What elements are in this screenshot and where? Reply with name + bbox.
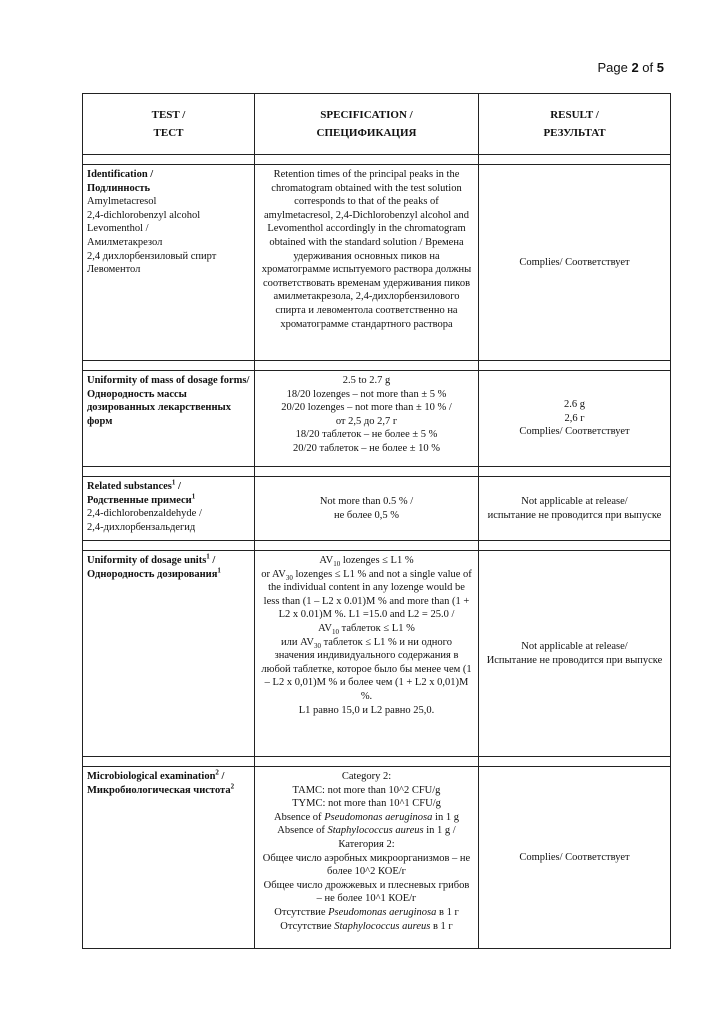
header-result: RESULT / РЕЗУЛЬТАТ bbox=[479, 94, 671, 155]
test-uniformity-units: Uniformity of dosage units$^1$ / Однородность дозирования$^1$ bbox=[83, 551, 255, 757]
test-related-substances: Related substances$^1$ / Родственные примеси$^1$ 2,4-dichlorobenzaldehyde / 2,4-дихлорбензальдегид bbox=[83, 477, 255, 541]
specification-table bbox=[82, 93, 671, 949]
page-current: 2 bbox=[631, 60, 639, 75]
header-row bbox=[83, 94, 671, 155]
result-uniformity-mass: 2.6 g 2,6 г Complies/ Соответствует bbox=[479, 371, 671, 467]
spec-related-substances: Not more than 0.5 % / не более 0,5 % bbox=[255, 477, 479, 541]
header-test: TEST / ТЕСТ bbox=[83, 94, 255, 155]
page-total: 5 bbox=[656, 60, 664, 75]
page-number bbox=[597, 60, 664, 75]
header-specification: SPECIFICATION / СПЕЦИФИКАЦИЯ bbox=[255, 94, 479, 155]
page-label: Page bbox=[597, 60, 632, 75]
table-row-microbiological bbox=[83, 767, 671, 949]
result-identification: Complies/ Соответствует bbox=[479, 165, 671, 361]
table-row-uniformity-units bbox=[83, 551, 671, 757]
table-row-uniformity-mass bbox=[83, 371, 671, 467]
spec-uniformity-mass: 2.5 to 2.7 g 18/20 lozenges – not more than ± 5 % 20/20 lozenges – not more than ± 10 % / от 2,5 до 2,7 г 18/20 таблеток – не более ± 5 % 20/20 таблеток – не более ± 10 % bbox=[255, 371, 479, 467]
result-related-substances: Not applicable at release/ испытание не проводится при выпуске bbox=[479, 477, 671, 541]
table-row-identification bbox=[83, 165, 671, 361]
page-of: of bbox=[638, 60, 657, 75]
spec-microbiological: Category 2: TAMC: not more than 10^2 CFU/g TYMC: not more than 10^1 CFU/g Absence of Pseudomonas aeruginosa in 1 g Absence of Staphylococcus aureus in 1 g / Категория 2: Общее число аэробных микроорганизмов – не более 10^2 КОЕ/г Общее число дрожжевых и плесневых грибов – не более 10^1 КОЕ/г Отсутствие Pseudomonas aeruginosa в 1 г Отсутствие Staphylococcus aureus в 1 г bbox=[255, 767, 479, 949]
test-uniformity-mass: Uniformity of mass of dosage forms/ Однородность массы дозированных лекарственных форм bbox=[83, 371, 255, 467]
spec-uniformity-units: $AV_{10}$ lozenges ≤ L1 % or $AV_{30}$ lozenges ≤ L1 % and not a single value of the individual content in any lozenge would be less than (1 – L2 x 0.01)M % and more than (1 + L2 x 0.01)M %. L1 =15.0 and L2 = 25.0 / $AV_{10}$ таблеток ≤ L1 % или $AV_{30}$ таблеток ≤ L1 % и ни одного значения индивидуального содержания в любой таблетке, которое было бы менее чем (1 – L2 x 0,01)M % и более чем (1 + L2 x 0,01)M %. L1 равно 15,0 и L2 равно 25,0. bbox=[255, 551, 479, 757]
result-microbiological: Complies/ Соответствует bbox=[479, 767, 671, 949]
test-identification: Identification / Подлинность Amylmetacresol 2,4-dichlorobenzyl alcohol Levomenthol / Амилметакрезол 2,4 дихлорбензиловый спирт Левоментол bbox=[83, 165, 255, 361]
result-uniformity-units: Not applicable at release/ Испытание не проводится при выпуске bbox=[479, 551, 671, 757]
table-row-related-substances bbox=[83, 477, 671, 541]
test-microbiological: Microbiological examination$^2$ / Микробиологическая чистота$^2$ bbox=[83, 767, 255, 949]
spec-identification: Retention times of the principal peaks in the chromatogram obtained with the test solution corresponds to that of the peaks of amylmetacresol, 2,4-Dichlorobenzyl alcohol and Levomenthol accordingly in the chromatogram obtained with the standard solution / Времена удерживания основных пиков на хроматограмме испытуемого раствора должны соответствовать временам удерживания пиков амилметакрезола, 2,4-дихлорбензилового спирта и левоментола соответственно на хроматограмме стандартного раствора bbox=[255, 165, 479, 361]
